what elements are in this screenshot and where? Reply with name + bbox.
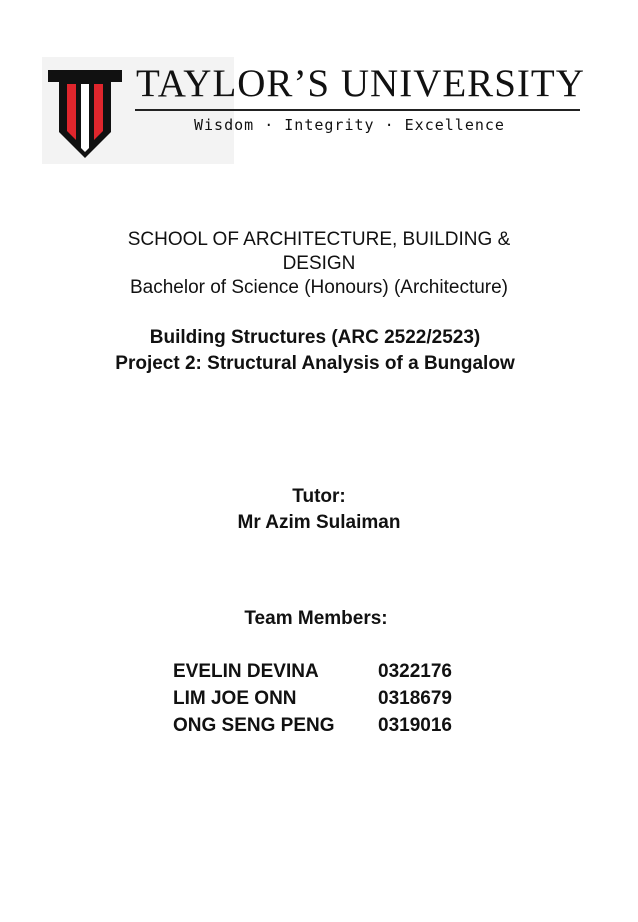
university-crest-icon xyxy=(48,70,122,162)
tutor-name: Mr Azim Sulaiman xyxy=(237,512,401,533)
university-name: TAYLOR’S UNIVERSITY xyxy=(136,62,585,105)
school-name-line2: DESIGN xyxy=(282,253,356,274)
tutor-block xyxy=(0,484,638,536)
programme-name: Bachelor of Science (Honours) (Architecture) xyxy=(129,277,509,298)
school-block xyxy=(0,228,638,300)
team-member-list xyxy=(173,658,452,739)
project-title: Project 2: Structural Analysis of a Bungalow xyxy=(115,353,515,374)
team-heading: Team Members: xyxy=(244,608,388,629)
team-member-row xyxy=(173,685,452,712)
member-id: 0318679 xyxy=(378,688,452,709)
university-tagline: Wisdom · Integrity · Excellence xyxy=(194,116,505,134)
module-title: Building Structures (ARC 2522/2523) xyxy=(149,327,481,348)
course-block xyxy=(0,325,634,377)
member-id: 0322176 xyxy=(378,661,452,682)
tutor-label: Tutor: xyxy=(292,486,346,507)
team-member-row xyxy=(173,658,452,685)
team-member-row xyxy=(173,712,452,739)
member-id: 0319016 xyxy=(378,715,452,736)
logo-divider xyxy=(135,109,580,111)
member-name: EVELIN DEVINA xyxy=(173,661,319,682)
school-name-line1: SCHOOL OF ARCHITECTURE, BUILDING & xyxy=(127,229,511,250)
member-name: ONG SENG PENG xyxy=(173,715,335,736)
member-name: LIM JOE ONN xyxy=(173,688,297,709)
